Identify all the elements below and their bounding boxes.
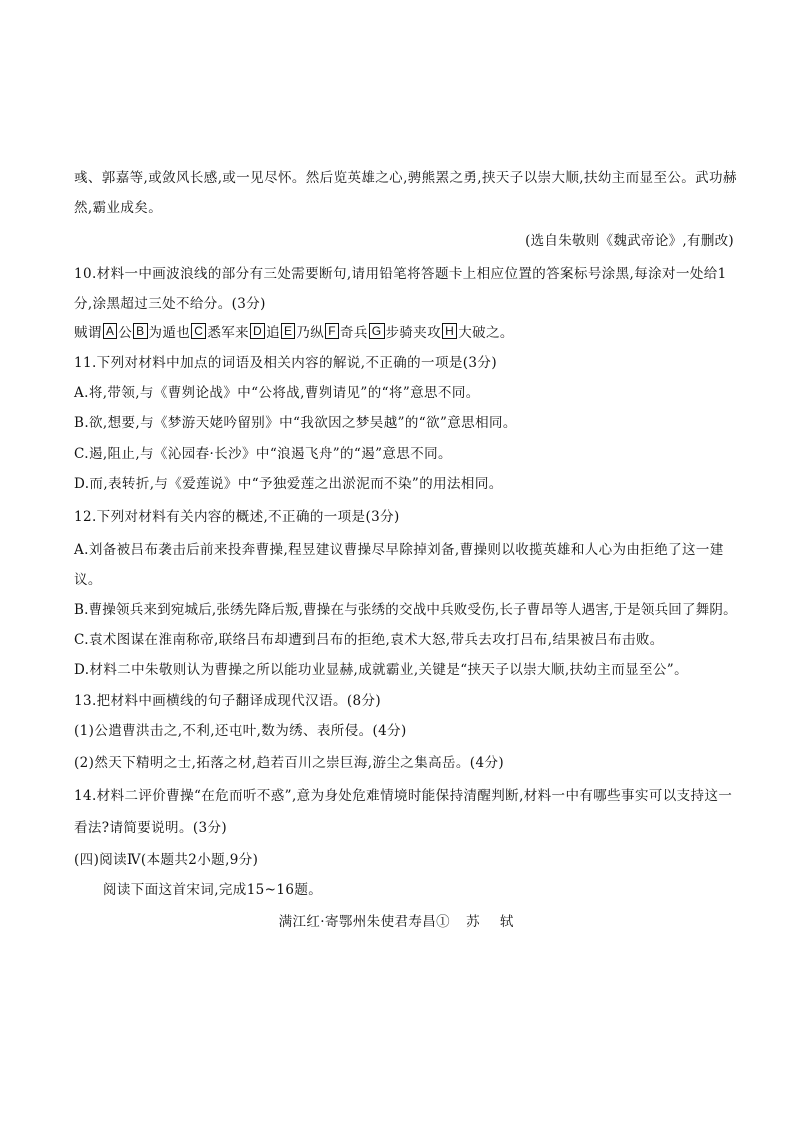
q10-seg: 公	[118, 325, 133, 341]
poem-author: 苏 轼	[466, 914, 522, 930]
q11-stem: 11.下列对材料中加点的词语及相关内容的解说,不正确的一项是(3分)	[74, 355, 497, 371]
q14-line-1: 14.材料二评价曹操“在危而听不惑”,意为身处危难情境时能保持清醒判断,材料一中有哪些事实可以支持这一	[74, 788, 733, 804]
material-source: (选自朱敬则《魏武帝论》,有删改)	[525, 233, 734, 249]
q10-sentence	[74, 321, 740, 341]
q11-option-a: A.将,带领,与《曹刿论战》中“公将战,曹刿请见”的“将”意思不同。	[74, 385, 480, 401]
q10-box-c: C	[191, 323, 206, 339]
poem-title-line	[0, 910, 800, 930]
section-heading: (四)阅读Ⅳ(本题共2小题,9分)	[74, 852, 259, 868]
q10-seg: 追	[266, 325, 280, 341]
q10-seg: 步骑夹攻	[385, 325, 442, 341]
q13-sentence-2: (2)然天下精明之士,拓落之材,趋若百川之崇巨海,游尘之集高岳。(4分)	[74, 755, 505, 771]
section-instruction: 阅读下面这首宋词,完成15~16题。	[103, 882, 323, 898]
q10-seg: 贼谓	[74, 325, 102, 341]
q10-box-a: A	[103, 323, 117, 339]
q12-option-b: B.曹操领兵来到宛城后,张绣先降后叛,曹操在与张绣的交战中兵败受伤,长子曹昂等人遇害,于是领兵回了舞阴。	[74, 602, 737, 618]
q10-seg: 奇兵	[339, 325, 368, 341]
q10-seg: 悉军来	[207, 325, 250, 341]
q10-box-g: G	[369, 323, 385, 339]
q13-sentence-1: (1)公遣曹洪击之,不利,还屯叶,数为绣、表所侵。(4分)	[74, 723, 407, 739]
material-line-2: 然,霸业成矣。	[74, 200, 163, 216]
q12-option-a-line-1: A.刘备被吕布袭击后前来投奔曹操,程昱建议曹操尽早除掉刘备,曹操则以收揽英雄和人心为由拒绝了这一建	[74, 542, 724, 558]
q10-seg: 乃纵	[296, 325, 325, 341]
q12-option-c: C.袁术图谋在淮南称帝,联络吕布却遭到吕布的拒绝,袁术大怒,带兵去攻打吕布,结果被吕布击败。	[74, 632, 664, 648]
q10-box-d: D	[250, 323, 265, 339]
poem-title: 满江红·寄鄂州朱使君寿昌①	[278, 914, 451, 930]
q10-box-e: E	[281, 323, 295, 339]
q10-seg: 大破之。	[458, 325, 514, 341]
material-line-1: 彧、郭嘉等,或敛风长感,或一见尽怀。然后览英雄之心,骋熊罴之勇,挟天子以崇大顺,扶幼主而显至公。武功赫	[74, 170, 737, 186]
q10-box-f: F	[325, 323, 339, 339]
q12-option-a-line-2: 议。	[74, 572, 102, 588]
q13-stem: 13.把材料中画横线的句子翻译成现代汉语。(8分)	[74, 693, 382, 709]
q12-option-d: D.材料二中朱敬则认为曹操之所以能功业显赫,成就霸业,关键是“挟天子以崇大顺,扶幼主而显至公”。	[74, 662, 689, 678]
q11-option-b: B.欲,想要,与《梦游天姥吟留别》中“我欲因之梦吴越”的“欲”意思相同。	[74, 415, 517, 431]
q10-box-h: H	[442, 323, 457, 339]
q11-option-d: D.而,表转折,与《爱莲说》中“予独爱莲之出淤泥而不染”的用法相同。	[74, 476, 503, 492]
q10-stem-line-2: 分,涂黑超过三处不给分。(3分)	[74, 296, 266, 312]
q10-stem-line-1: 10.材料一中画波浪线的部分有三处需要断句,请用铅笔将答题卡上相应位置的答案标号涂黑,每涂对一处给1	[74, 266, 727, 282]
q11-option-c: C.遏,阻止,与《沁园春·长沙》中“浪遏飞舟”的“遏”意思不同。	[74, 446, 452, 462]
q12-stem: 12.下列对材料有关内容的概述,不正确的一项是(3分)	[74, 509, 400, 525]
q10-box-b: B	[133, 323, 147, 339]
q10-seg: 为遁也	[148, 325, 191, 341]
q14-line-2: 看法?请简要说明。(3分)	[74, 820, 228, 836]
